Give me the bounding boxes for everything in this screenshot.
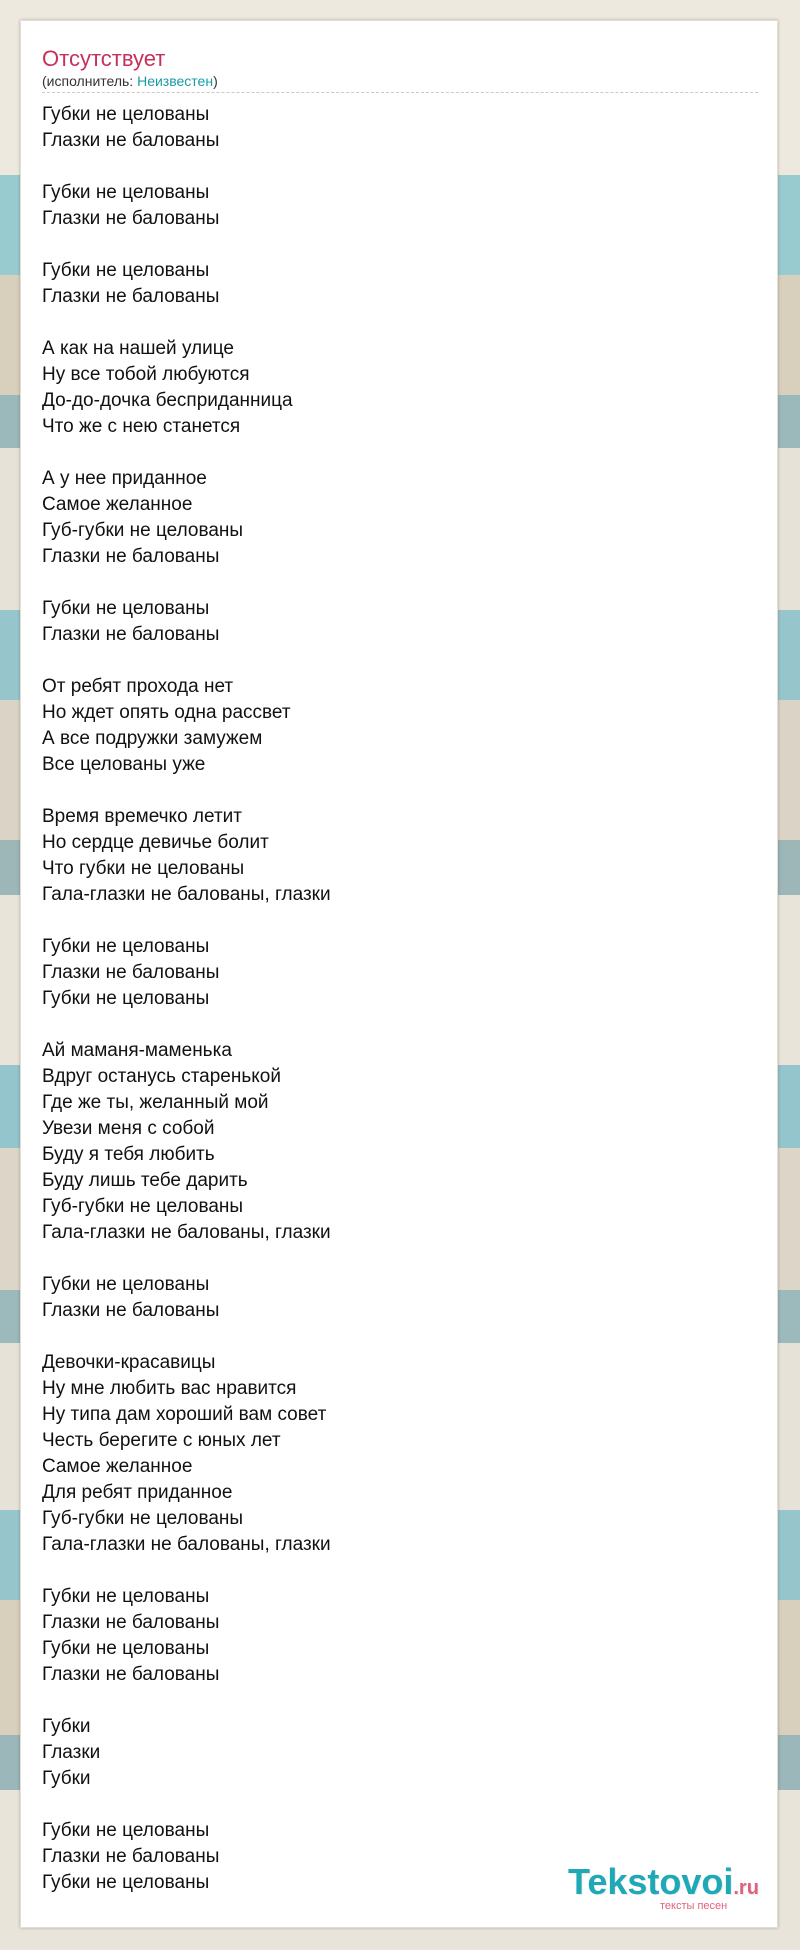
lyrics-text: Губки не целованы Глазки не балованы Губки не целованы Глазки не балованы Губки не целованы Глазки не балованы А как на нашей улице Ну все тобой любуются До-до-дочка бесприданница Что же с нею станется А у нее приданное Самое желанное Губ-губки не целованы Глазки не балованы Губки не целованы Глазки не балованы От ребят прохода нет Но ждет опять одна рассвет А все подружки замужем Все целованы уже Время времечко летит Но сердце девичье болит Что губки не целованы Гала-глазки не балованы, глазки Губки не целованы Глазки не балованы Губки не целованы Ай маманя-маменька Вдруг останусь старенькой Где же ты, желанный мой Увези меня с собой Буду я тебя любить Буду лишь тебе дарить Губ-губки не целованы Гала-глазки не балованы, глазки Губки не целованы Глазки не балованы Девочки-красавицы Ну мне любить вас нравится Ну типа дам хороший вам совет Честь берегите с юных лет Самое желанное Для ребят приданное Губ-губки не целованы Гала-глазки не балованы, глазки Губки не целованы Глазки не балованы Губки не целованы Глазки не балованы Губки Глазки Губки Губки не целованы Глазки не балованы Губки не целованы (42, 104, 331, 1893)
logo-subtitle: тексты песен (660, 1900, 728, 1912)
song-title: Отсутствует (42, 46, 166, 71)
song-header (42, 45, 758, 93)
performer-line (42, 73, 758, 90)
lyrics-card (20, 20, 778, 1928)
performer-link[interactable]: Неизвестен (137, 73, 214, 89)
performer-prefix: (исполнитель: (42, 73, 138, 89)
logo-tld: .ru (733, 1877, 759, 1899)
site-logo[interactable] (548, 1862, 778, 1918)
logo-main-text: Tekstovoi (568, 1861, 734, 1902)
performer-suffix: ) (213, 73, 218, 89)
